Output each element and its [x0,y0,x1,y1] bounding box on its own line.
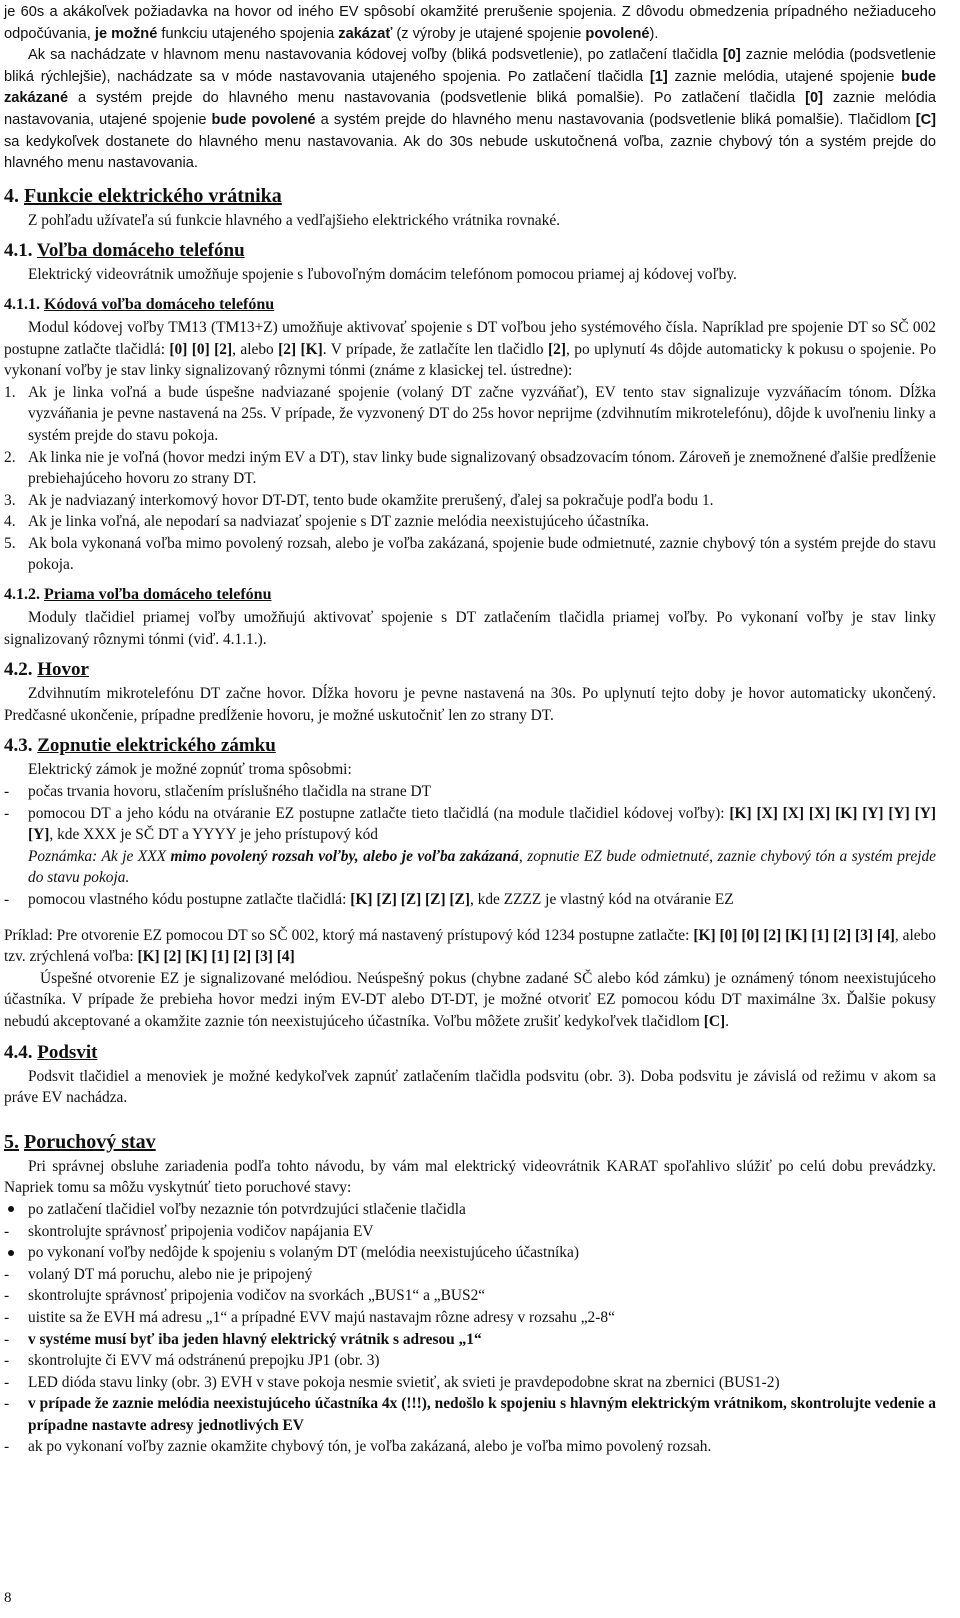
list-item [4,1199,936,1221]
text-run: Príklad: Pre otvorenie EZ pomocou DT so SČ 002, ktorý má nastavený prístupový kód 1234 postupne zatlačte: [4,926,694,944]
intro-paragraph-2 [4,45,936,175]
text-run: pomocou DT a jeho kódu na otváranie EZ postupne zatlačte tieto tlačidlá (na module tlačidiel kódovej voľby): [28,804,730,822]
heading-number: 4.2. [4,659,33,681]
list-item [4,1329,936,1351]
fault-list [4,1199,936,1458]
list-item-text [28,889,936,911]
list-item-number: 3. [4,491,16,509]
heading-section-4-1-2 [4,585,936,605]
list-item [4,490,936,512]
list-item-text: po zatlačení tlačidiel voľby nezaznie tón potvrdzujúci stlačenie tlačidla [28,1200,466,1218]
key-sequence: [K] [X] [X] [X] [K] [Y] [Y] [Y] [Y] [28,804,936,844]
dash-marker: - [4,1308,10,1326]
key-label: [1] [649,68,668,85]
list-item [4,1393,936,1436]
page-content [4,2,936,1458]
heading-title: Podsvit [37,1041,98,1063]
heading-section-4-2 [4,659,936,681]
bold-run: zakázať [338,25,393,42]
bullet-dot [8,1206,14,1212]
heading-title: Zopnutie elektrického zámku [37,735,276,757]
heading-section-4-4 [4,1042,936,1064]
list-item-text: skontrolujte či EVV má odstránenú prepojku JP1 (obr. 3) [28,1352,380,1370]
text-run: , po uplynutí 4s dôjde automaticky k pokusu o spojenie. Po vykonaní voľby je stav linky signalizovaný rôznymi tónmi (známe z klasickej tel. ústredne): [4,340,937,380]
section-4-2-text: Zdvihnutím mikrotelefónu DT začne hovor. Dĺžka hovoru je pevne nastavená na 30s. Po uplynutí tejto doby je hovor automaticky ukončený. Predčasné ukončenie, prípadne predĺženie hovoru, je možné uskutočniť len zo strany DT. [4,685,936,724]
list-item [4,1285,936,1307]
key-sequence: [K] [Z] [Z] [Z] [Z] [350,891,470,908]
dash-marker: - [4,1438,10,1456]
list-item-text: Ak je linka voľná, ale nepodarí sa nadviazať spojenie s DT zaznie melódia neexistujúceho účastníka. [28,513,650,531]
list-item-text [28,803,936,889]
text-run: Poznámka: Ak je XXX [28,847,171,865]
key-label: [2] [K] [278,340,323,358]
list-item [4,803,936,889]
list-item-text: Ak je nadviazaný interkomový hovor DT-DT, tento bude okamžite prerušený, ďalej sa pokračuje podľa bodu 1. [28,491,714,509]
dash-marker: - [4,804,10,822]
list-item [4,1307,936,1329]
key-label: [0] [0] [2] [169,340,233,358]
list-item [4,1264,936,1286]
dash-marker: - [4,1352,10,1370]
bullet-icon [4,1242,28,1264]
dash-marker: - [4,1265,10,1283]
list-item [4,447,936,490]
list-item-text: volaný DT má poruchu, alebo nie je pripojený [28,1265,313,1283]
bold-run: mimo povolený rozsah voľby, alebo je voľba zakázaná [170,847,519,865]
text-run: zaznie melódia nastavovania, utajené spojenie [4,90,936,128]
heading-title: Kódová voľba domáceho telefónu [44,295,275,313]
list-item [4,533,936,576]
success-paragraph [4,968,936,1033]
heading-section-4-3 [4,735,936,757]
heading-number: 4.4. [4,1041,33,1063]
heading-number: 4.1.1. [4,295,40,313]
bullet-icon [4,1199,28,1221]
section-4-1-1-paragraph [4,317,936,382]
section-4-text: Z pohľadu užívateľa sú funkcie hlavného a vedľajšieho elektrického vrátnika rovnaké. [28,211,561,229]
heading-section-5 [4,1131,936,1153]
text-run: , zopnutie EZ bude odmietnuté, zaznie chybový tón a systém prejde do stavu pokoja. [28,847,936,887]
heading-section-4 [4,185,936,207]
key-label: [0] [722,47,741,64]
list-item-text: po vykonaní voľby nedôjde k spojeniu s volaným DT (melódia neexistujúceho účastníka) [28,1244,579,1262]
text-run: pomocou vlastného kódu postupne zatlačte tlačidlá: [28,891,351,908]
dash-marker: - [4,783,10,801]
spacer [4,911,936,925]
dash-marker: - [4,1373,10,1391]
text-run: je 60s a akákoľvek požiadavka na hovor od iného EV spôsobí okamžité prerušenie spojenia. Z dôvodu obmedzenia prípadného nežiaduceho odpočúvania, [4,4,936,42]
list-item [4,889,936,911]
key-sequence: [K] [0] [0] [2] [K] [1] [2] [3] [4] [693,926,895,944]
heading-title: Poruchový stav [24,1130,156,1153]
list-item-text: skontrolujte správnosť pripojenia vodičov napájania EV [28,1222,374,1240]
list-item-text: v systéme musí byť iba jeden hlavný elektrický vrátnik s adresou „1“ [28,1330,482,1348]
bold-run: bude povolené [211,111,316,128]
text-run: funkciu utajeného spojenia [157,25,339,42]
numbered-list [4,382,936,576]
text-run: sa kedykoľvek dostanete do hlavného menu nastavovania. Ak do 30s nebude uskutočnená voľba, zaznie chybový tón a systém prejde do hlavného menu nastavovania. [4,133,936,172]
heading-number: 4. [4,184,19,207]
heading-title: Voľba domáceho telefónu [36,240,245,262]
dash-marker: - [4,1395,10,1413]
list-item-text: uistite sa že EVH má adresu „1“ a prípadné EVV majú nastavajm rôzne adresy v rozsahu „2-8“ [28,1308,615,1326]
section-5-text: Pri správnej obsluhe zariadenia podľa tohto návodu, by vám mal elektrický videovrátnik KARAT spoľahlivo slúžiť po celú dobu prevádzky. Napriek tomu sa môžu vyskytnúť tieto poruchové stavy: [4,1157,936,1197]
heading-title: Hovor [37,659,89,681]
list-item-number: 5. [4,534,16,552]
heading-number: 4.1. [4,240,33,262]
key-label: [C] [703,1012,726,1030]
section-4-1-2-text: Moduly tlačidiel priamej voľby umožňujú aktivovať spojenie s DT zatlačením tlačidla priamej voľby. Po vykonaní voľby je stav linky signalizovaný rôznymi tónmi (viď. 4.1.1.). [4,609,936,648]
spacer [4,1109,936,1131]
heading-number: 4.1.2. [4,586,40,604]
list-item [4,1350,936,1372]
bold-run: povolené [585,25,650,42]
list-item [4,1436,936,1458]
text-run: a systém prejde do hlavného menu nastavovania (podsvetlenie bliká pomalšie). Po zatlačení tlačidla [68,90,806,107]
heading-title: Priama voľba domáceho telefónu [44,586,272,604]
note [28,848,936,887]
bold-run: bude zakázané [4,68,936,107]
heading-title: Funkcie elektrického vrátnika [24,184,282,207]
dash-marker: - [4,1330,10,1348]
key-label: [C] [915,111,936,128]
example-paragraph [4,925,936,968]
text-run: , kde ZZZZ je vlastný kód na otváranie EZ [469,891,734,908]
text-run: Modul kódovej voľby TM13 (TM13+Z) umožňuje aktivovať spojenie s DT voľbou jeho systémového čísla. Napríklad pre spojenie DT so SČ 002 postupne zatlačte tlačidlá: [4,318,936,358]
section-4-1-text: Elektrický videovrátnik umožňuje spojenie s ľubovoľným domácim telefónom pomocou priamej aj kódovej voľby. [28,266,737,284]
text-run: Ak sa nachádzate v hlavnom menu nastavovania kódovej voľby (bliká podsvetlenie), po zatlačení tlačidla [28,47,723,64]
list-item-number: 2. [4,448,16,466]
text-run: Úspešné otvorenie EZ je signalizované melódiou. Neúspešný pokus (chybne zadané SČ alebo kód zámku) je oznámený tónom neexistujúceho účastníka. V prípade že prebieha hovor medzi iným EV-DT alebo DT-DT, je možné otvoriť EZ pomocou kódu DT maximálne 3x. Ďalšie pokusy nebudú akceptované a okamžite zaznie tón neexistujúceho účastníka. Voľbu môžete zrušiť kedykoľvek tlačidlom [4,969,936,1030]
page-number: 8 [4,1590,12,1606]
list-item-text: Ak bola vykonaná voľba mimo povolený rozsah, alebo je voľba zakázaná, spojenie bude odmietnuté, zaznie chybový tón a systém prejde do stavu pokoja. [28,534,936,574]
heading-section-4-1 [4,240,936,262]
text-run: zaznie melódia, utajené spojenie [667,68,902,85]
bold-run: je možné [94,25,158,42]
intro-paragraph-1 [4,2,936,45]
list-item-text: ak po vykonaní voľby zaznie okamžite chybový tón, je voľba zakázaná, alebo je voľba mimo povolený rozsah. [28,1438,712,1456]
text-run: . V prípade, že zatlačíte len tlačidlo [322,340,549,358]
list-item-number: 1. [4,383,16,401]
heading-section-4-1-1 [4,295,936,315]
list-item-text: skontrolujte správnosť pripojenia vodičov na svorkách „BUS1“ a „BUS2“ [28,1287,486,1305]
list-item [4,511,936,533]
heading-number: 5. [4,1130,19,1153]
text-run: . [725,1012,729,1030]
list-item [4,1372,936,1394]
dash-marker: - [4,891,10,908]
key-label: [2] [548,340,566,358]
key-label: [0] [805,90,823,107]
bullet-dot [8,1250,14,1256]
text-run: , kde XXX je SČ DT a YYYY je jeho prístupový kód [49,826,378,844]
list-item-text: v prípade že zaznie melódia neexistujúceho účastníka 4x (!!!), nedošlo k spojeniu s hlavným elektrickým vrátnikom, skontrolujte vedenie a prípadne nastavte adresy jednotlivých EV [28,1395,936,1434]
section-4-3-lead: Elektrický zámok je možné zopnúť troma spôsobmi: [28,761,352,779]
text-run: ). [649,25,659,42]
text-run: a systém prejde do hlavného menu nastavovania (podsvetlenie bliká pomalšie). Tlačidlom [315,111,916,128]
list-item-text: Ak je linka voľná a bude úspešne nadviazané spojenie (volaný DT začne vyzváňať), EV tento stav signalizuje vyzváňacím tónom. Dĺžka vyzváňania je pevne nastavená na 25s. V prípade, že vyzvonený DT do 25s hovor neprijme (zdvihnutím mikrotelefónu), dôjde k uvoľneniu linky a systém prejde do stavu pokoja. [28,383,936,444]
key-sequence: [K] [2] [K] [1] [2] [3] [4] [137,948,295,966]
text-run: (z výroby je utajené spojenie [392,25,586,42]
heading-number: 4.3. [4,735,33,757]
list-item-number: 4. [4,513,16,531]
text-run: zaznie melódia (podsvetlenie bliká rýchlejšie), nachádzate sa v móde nastavovania utajeného spojenia. Po zatlačení tlačidla [4,47,937,85]
list-item [4,781,936,803]
list-item [4,1221,936,1243]
list-item [4,1242,936,1264]
text-run: , alebo tzv. zrýchlená voľba: [4,926,936,966]
list-item [4,382,936,447]
section-4-4-text: Podsvit tlačidiel a menoviek je možné kedykoľvek zapnúť zatlačením tlačidla podsvitu (obr. 3). Doba podsvitu je závislá od režimu v akom sa práve EV nachádza. [4,1067,936,1107]
list-item-text: Ak linka nie je voľná (hovor medzi iným EV a DT), stav linky bude signalizovaný obsadzovacím tónom. Zároveň je znemožnené ďalšie predĺženie prebiehajúceho hovoru zo strany DT. [28,448,936,488]
list-item-text: LED dióda stavu linky (obr. 3) EVH v stave pokoja nesmie svietiť, ak svieti je pravdepodobne skrat na zbernici (BUS1-2) [28,1373,780,1391]
dash-marker: - [4,1222,10,1240]
dash-marker: - [4,1287,10,1305]
list-item-text: počas trvania hovoru, stlačením príslušného tlačidla na strane DT [28,783,432,801]
text-run: , alebo [232,340,279,358]
